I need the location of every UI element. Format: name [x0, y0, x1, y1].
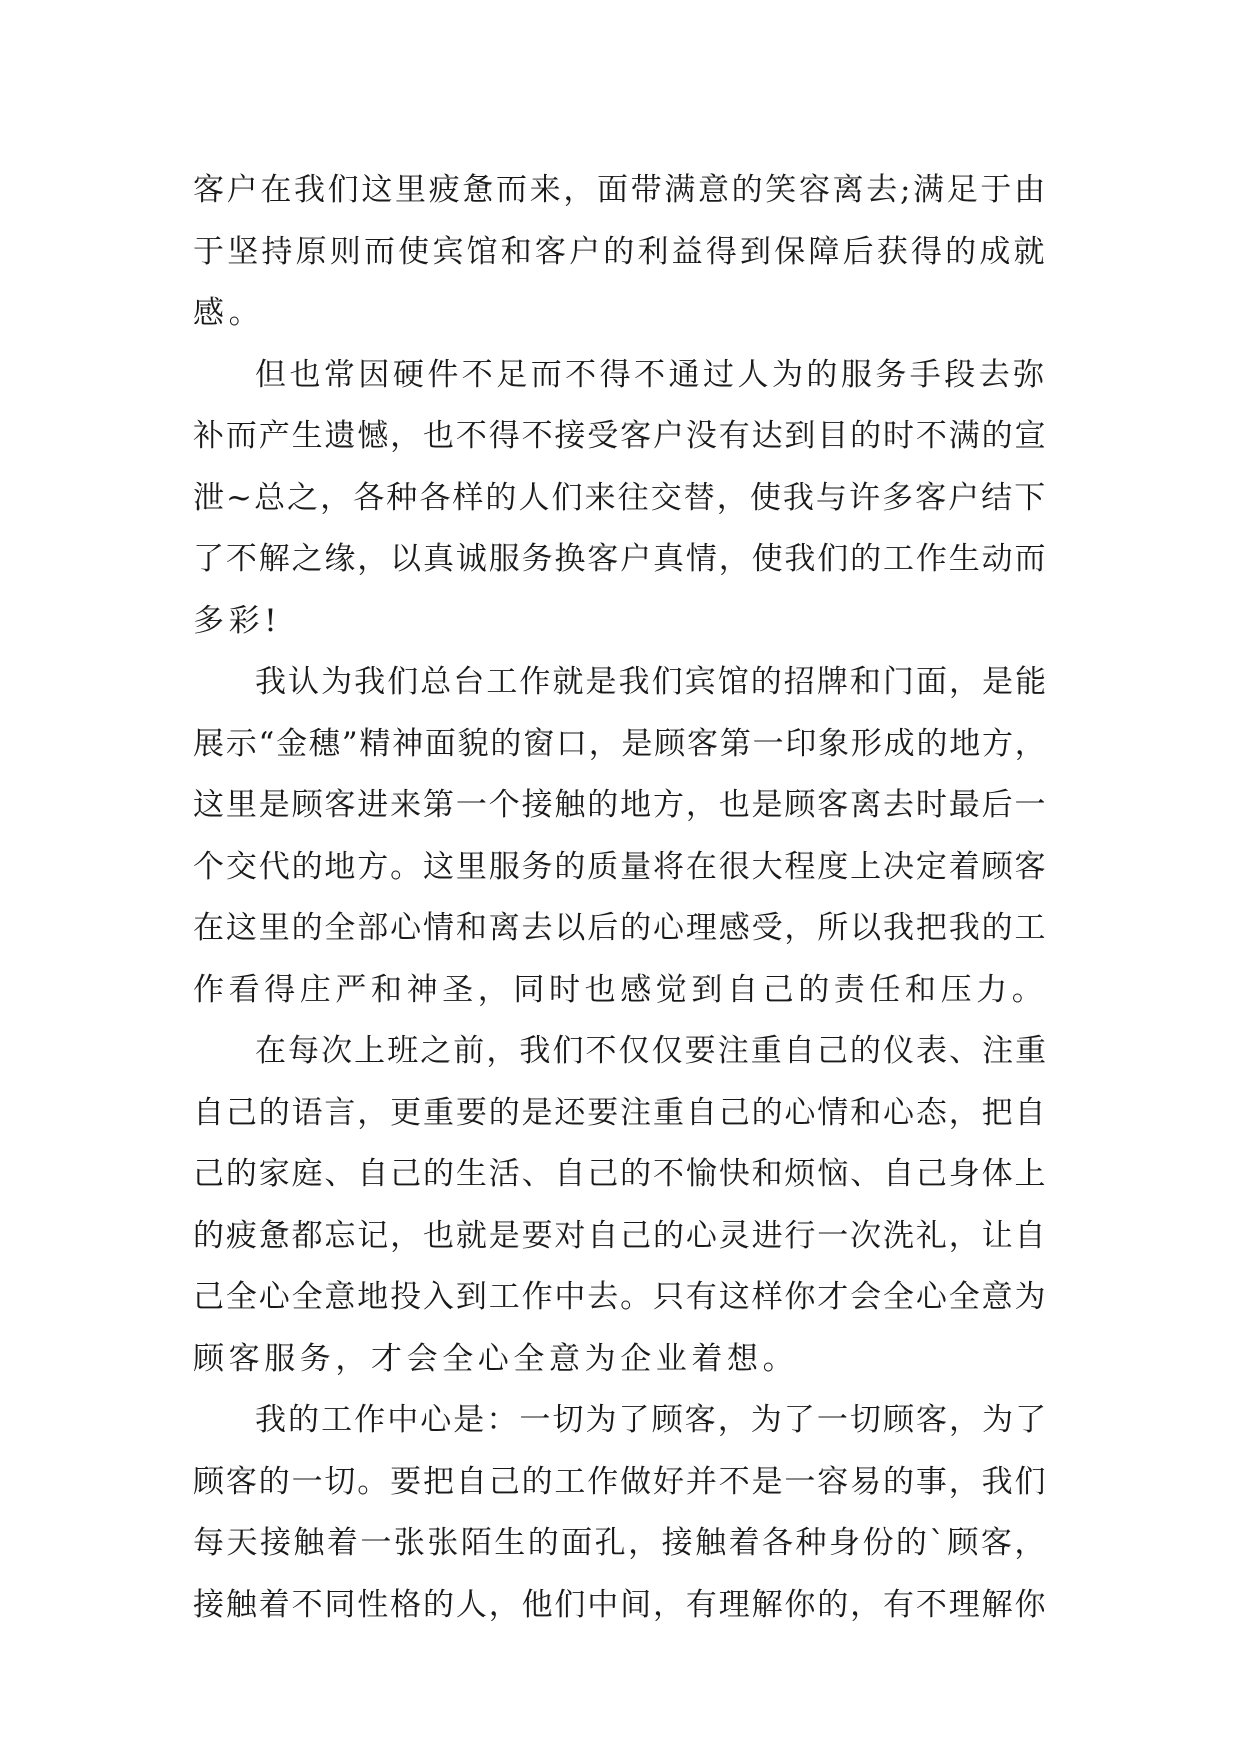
- text-line: 展示“金穗”精神面貌的窗口，是顾客第一印象形成的地方，: [193, 725, 1048, 762]
- text-line: 在这里的全部心情和离去以后的心理感受，所以我把我的工: [193, 910, 1048, 946]
- text-line: 的疲惫都忘记，也就是要对自己的心灵进行一次洗礼，让自: [193, 1217, 1048, 1254]
- text-line: 客户在我们这里疲惫而来，面带满意的笑容离去;满足于由: [193, 172, 1048, 208]
- text-line: 己的家庭、自己的生活、自己的不愉快和烦恼、自己身体上: [193, 1156, 1048, 1192]
- text-line: 己全心全意地投入到工作中去。只有这样你才会全心全意为: [193, 1279, 1048, 1315]
- paragraph-4: [193, 1021, 1049, 1390]
- text-line: 自己的语言，更重要的是还要注重自己的心情和心态，把自: [193, 1094, 1048, 1131]
- text-line: 多彩!: [193, 602, 282, 639]
- text-line: 作看得庄严和神圣，同时也感觉到自己的责任和压力。: [193, 971, 1048, 1008]
- paragraph-1: [193, 160, 1049, 345]
- text-line: 了不解之缘，以真诚服务换客户真情，使我们的工作生动而: [193, 541, 1048, 577]
- text-line: 泄~总之，各种各样的人们来往交替，使我与许多客户结下: [193, 479, 1048, 516]
- text-line: 每天接触着一张张陌生的面孔，接触着各种身份的`顾客，: [193, 1525, 1048, 1561]
- text-line: 我的工作中心是：一切为了顾客，为了一切顾客，为了: [255, 1402, 1049, 1438]
- paragraph-2: [193, 345, 1049, 653]
- text-line: 顾客的一切。要把自己的工作做好并不是一容易的事，我们: [193, 1463, 1048, 1500]
- text-line: 这里是顾客进来第一个接触的地方，也是顾客离去时最后一: [193, 787, 1048, 823]
- text-line: 我认为我们总台工作就是我们宾馆的招牌和门面，是能: [255, 664, 1049, 700]
- text-line: 个交代的地方。这里服务的质量将在很大程度上决定着顾客: [193, 848, 1048, 885]
- text-line: 但也常因硬件不足而不得不通过人为的服务手段去弥: [255, 356, 1048, 393]
- text-line: 补而产生遗憾，也不得不接受客户没有达到目的时不满的宣: [193, 418, 1048, 454]
- text-line: 在每次上班之前，我们不仅仅要注重自己的仪表、注重: [255, 1033, 1049, 1069]
- paragraph-5: [193, 1390, 1049, 1636]
- body-text: [193, 160, 1049, 1636]
- text-line: 感。: [193, 295, 265, 331]
- paragraph-3: [193, 652, 1049, 1021]
- text-line: 于坚持原则而使宾馆和客户的利益得到保障后获得的成就: [193, 233, 1048, 270]
- text-line: 接触着不同性格的人，他们中间，有理解你的，有不理解你: [193, 1586, 1048, 1623]
- text-line: 顾客服务，才会全心全意为企业着想。: [193, 1340, 799, 1377]
